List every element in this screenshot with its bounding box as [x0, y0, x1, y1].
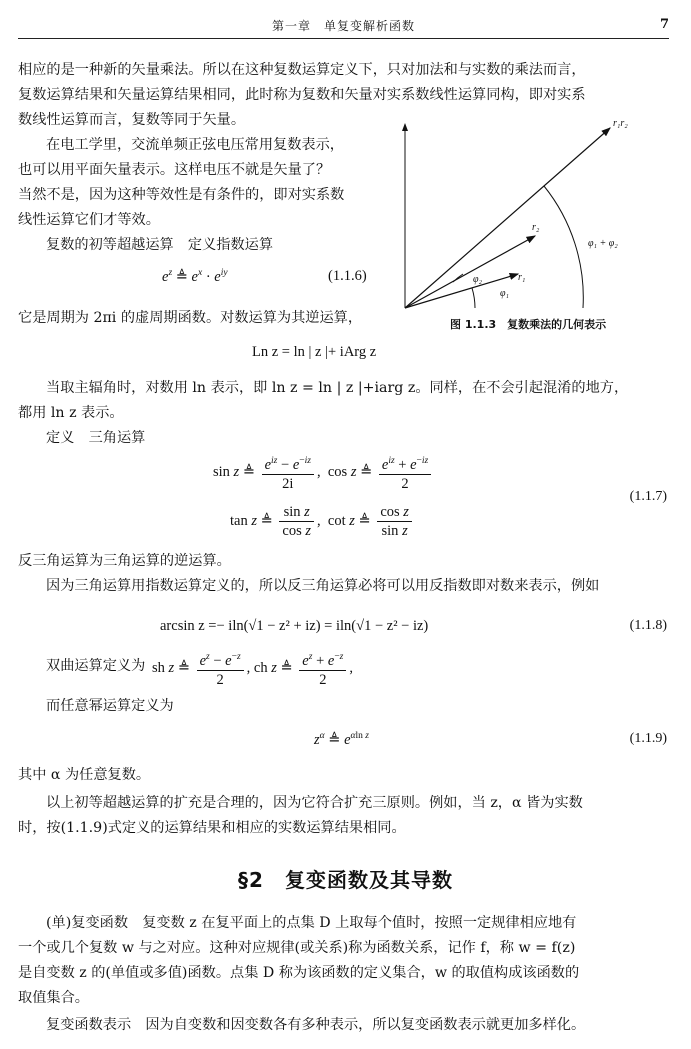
paragraph-line: 都用 ln z 表示。: [18, 405, 124, 421]
paragraph-line: 一个或几个复数 w 与之对应。这种对应规律(或关系)称为函数关系，记作 f，称 w = f(z): [18, 940, 576, 956]
page-number: 7: [659, 17, 669, 32]
paragraph-line: (单)复变函数 复变数 z 在复平面上的点集 D 上取每个值时，按照一定规律相应地有: [46, 915, 577, 931]
section-title: §2 复变函数及其导数: [238, 868, 453, 892]
arc-phi1: [472, 288, 475, 308]
paragraph-line: 数线性运算而言，复数等同于矢量。: [18, 112, 246, 128]
equation-1-1-9: $z^\alpha$ ≜ $e^{\alpha ln z}$: [314, 731, 369, 748]
paragraph-line: 是自变数 z 的(单值或多值)函数。点集 D 称为该函数的定义集合，w 的取值构成该函数的: [18, 965, 580, 981]
paragraph-line: 它是周期为 2πi 的虚周期函数。对数运算为其逆运算，: [18, 310, 363, 326]
paragraph-line: 而任意幂运算定义为: [46, 698, 174, 714]
eq-number: (1.1.7): [629, 489, 667, 504]
paragraph-line: 因为三角运算用指数运算定义的，所以反三角运算必将可以用反指数即对数来表示，例如: [46, 578, 600, 594]
eq-number: (1.1.8): [629, 618, 667, 633]
paragraph-line: 时，按(1.1.9)式定义的运算结果和相应的实数运算结果相同。: [18, 820, 406, 836]
vector-figure: [400, 112, 670, 312]
paragraph-line: 复变函数表示 因为自变数和因变数各有多种表示，所以复变函数表示就更加多样化。: [46, 1017, 586, 1033]
trig-heading: 定义 三角运算: [46, 430, 146, 446]
hyperbolic-label: 双曲运算定义为: [46, 658, 146, 674]
paragraph-line: 复数运算结果和矢量运算结果相同，此时称为复数和矢量对实系数线性运算同构，即对实系: [18, 87, 586, 103]
figure-caption: 图 1.1.3 复数乘法的几何表示: [450, 318, 607, 331]
vector-r2: [405, 236, 535, 308]
equation-1-1-8: arcsin z =− iln(√1 − z² + iz) = iln(√1 − z² − iz): [160, 618, 429, 634]
label-r1r2: r₁r₂: [613, 118, 628, 129]
label-phi-sum: φ₁ + φ₂: [588, 238, 618, 249]
paragraph-line: 当取主辐角时，对数用 ln 表示，即 ln z = ln | z |+iarg z。同样，在不会引起混淆的地方，: [46, 380, 629, 396]
chapter-title: 第一章 单复变解析函数: [271, 19, 415, 33]
page-header: [18, 12, 669, 39]
paragraph-line: 取值集合。: [18, 990, 89, 1006]
exp-heading: 复数的初等超越运算 定义指数运算: [46, 237, 274, 253]
paragraph-line: 在电工学里，交流单频正弦电压常用复数表示，: [46, 137, 344, 153]
paragraph-line: 相应的是一种新的矢量乘法。所以在这种复数运算定义下，只对加法和与实数的乘法而言，: [18, 62, 586, 78]
label-r2: r₂: [532, 222, 540, 233]
eq-number: (1.1.6): [328, 268, 367, 284]
paragraph-line: 以上初等超越运算的扩充是合理的，因为它符合扩充三原则。例如，当 z，α 皆为实数: [46, 795, 583, 811]
paragraph-line: 其中 α 为任意复数。: [18, 767, 151, 783]
paragraph-line: 线性运算它们才等效。: [18, 212, 160, 228]
label-r1: r₁: [518, 272, 526, 283]
paragraph-line: 反三角运算为三角运算的逆运算。: [18, 553, 231, 569]
label-phi1: φ₁: [500, 288, 510, 299]
eq-number: (1.1.9): [629, 731, 667, 746]
label-phi2: φ₂: [473, 274, 483, 285]
arc-phi2: [453, 274, 463, 282]
equation-tan-cot: tan z ≜ $\frac{\text{sin z}}{\text{cos z}}$ , cot z ≜ $\frac{\text{cos z}}{\text{sin z}}$: [230, 503, 415, 540]
paragraph-line: 当然不是，因为这种等效性是有条件的，即对实系数: [18, 187, 345, 203]
equation-1-1-6: $e^z$ ≜ $e^x \cdot e^{iy}$: [162, 268, 228, 285]
vector-r1r2: [405, 128, 610, 308]
ln-equation: Ln z = ln | z |+ iArg z: [252, 344, 377, 360]
arc-phi-sum: [544, 186, 583, 308]
equation-sin-cos: sin z ≜ $\frac{e^{iz} - e^{-iz}}{2i}$ , cos z ≜ $\frac{e^{iz} + e^{-iz}}{2}$: [213, 452, 434, 493]
equation-hyperbolic: sh z ≜ $\frac{e^z - e^{-z}}{2}$ , ch z ≜ $\frac{e^z + e^{-z}}{2}$ ,: [152, 648, 353, 689]
paragraph-line: 也可以用平面矢量表示。这样电压不就是矢量了？: [18, 162, 331, 178]
